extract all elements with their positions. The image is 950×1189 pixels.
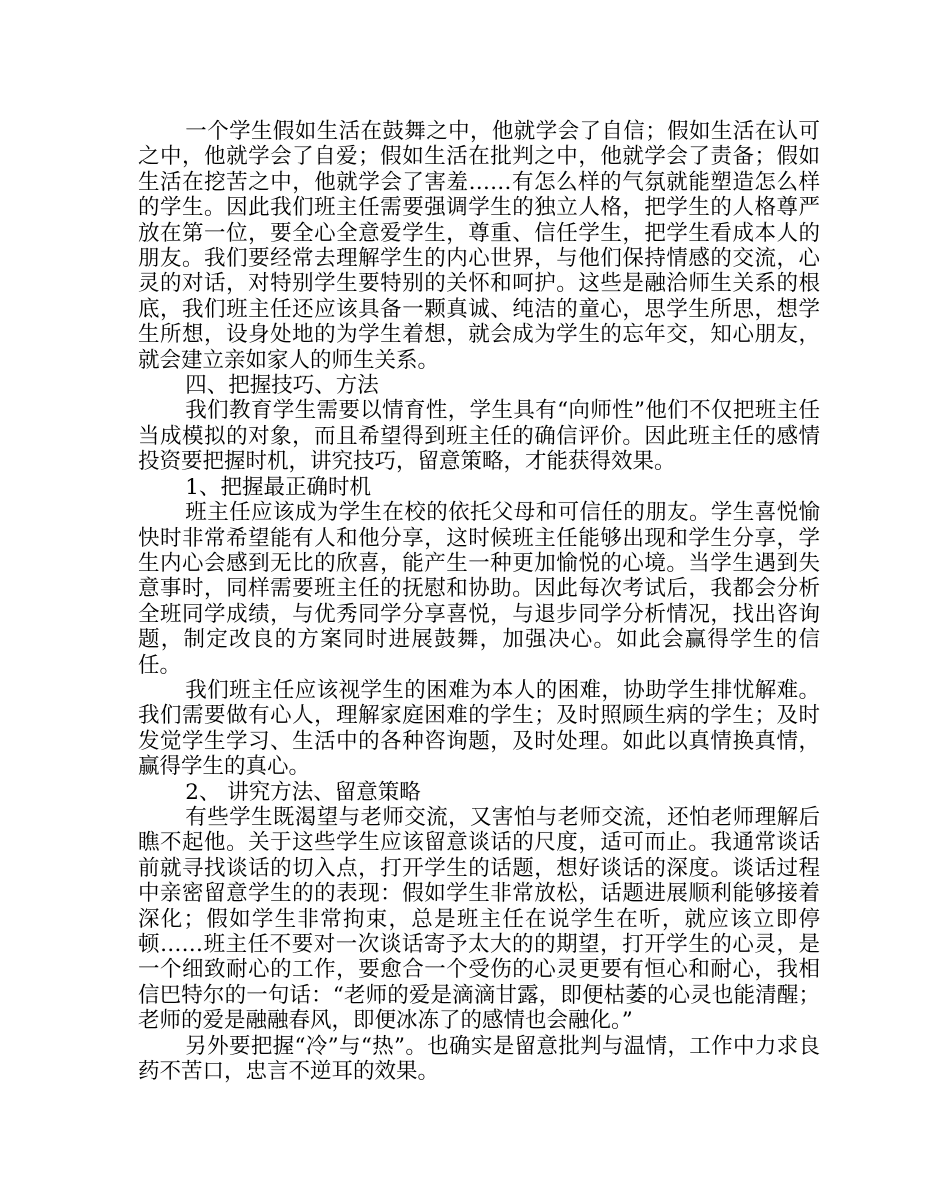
subheading-methods-strategy: 2、 讲究方法、留意策略 [185,779,421,805]
paragraph-emotional-education: 我们教育学生需要以情育性，学生具有“向师性”他们不仅把班主任当成模拟的对象，而且希望得到班主任的确信评价。因此班主任的感情投资要把握时机，讲究技巧，留意策略，才能获得效果。 [138,398,820,475]
section-heading-skills-methods: 四、把握技巧、方法 [185,373,379,399]
document-body [138,119,820,1084]
paragraph-student-environment: 一个学生假如生活在鼓舞之中，他就学会了自信；假如生活在认可之中，他就学会了自爱；假如生活在批判之中，他就学会了责备；假如生活在挖苦之中，他就学会了害羞……有怎么样的气氛就能塑造怎么样的学生。因此我们班主任需要强调学生的独立人格，把学生的人格尊严放在第一位，要全心全意爱学生，尊重、信任学生，把学生看成本人的朋友。我们要经常去理解学生的内心世界，与他们保持情感的交流，心灵的对话，对特别学生要特别的关怀和呵护。这些是融洽师生关系的根底，我们班主任还应该具备一颗真诚、纯洁的童心，思学生所思，想学生所想，设身处地的为学生着想，就会成为学生的忘年交，知心朋友，就会建立亲如家人的师生关系。 [138,119,820,373]
paragraph-share-joy: 班主任应该成为学生在校的依托父母和可信任的朋友。学生喜悦愉快时非常希望能有人和他分享，这时候班主任能够出现和学生分享，学生内心会感到无比的欣喜，能产生一种更加愉悦的心境。当学生遇到失意事时，同样需要班主任的抚慰和协助。因此每次考试后，我都会分析全班同学成绩，与优秀同学分享喜悦，与退步同学分析情况，找出咨询题，制定改良的方案同时进展鼓舞，加强决心。如此会赢得学生的信任。 [138,500,820,678]
paragraph-help-difficulties: 我们班主任应该视学生的困难为本人的困难，协助学生排忧解难。我们需要做有心人，理解家庭困难的学生；及时照顾生病的学生；及时发觉学生学习、生活中的各种咨询题，及时处理。如此以真情换真情，赢得学生的真心。 [138,677,820,780]
paragraph-cold-and-warm: 另外要把握“冷”与“热”。也确实是留意批判与温情，工作中力求良药不苦口，忠言不逆耳的效果。 [138,1033,820,1085]
paragraph-conversation: 有些学生既渴望与老师交流，又害怕与老师交流，还怕老师理解后瞧不起他。关于这些学生应该留意谈话的尺度，适可而止。我通常谈话前就寻找谈话的切入点，打开学生的话题，想好谈话的深度。谈话过程中亲密留意学生的的表现：假如学生非常放松，话题进展顺利能够接着深化；假如学生非常拘束，总是班主任在说学生在听，就应该立即停顿……班主任不要对一次谈话寄予太大的的期望，打开学生的心灵，是一个细致耐心的工作，要愈合一个受伤的心灵更要有恒心和耐心，我相信巴特尔的一句话：“老师的爱是滴滴甘露，即便枯萎的心灵也能清醒；老师的爱是融融春风，即便冰冻了的感情也会融化。” [138,804,820,1034]
subheading-best-timing: 1、把握最正确时机 [185,474,371,500]
